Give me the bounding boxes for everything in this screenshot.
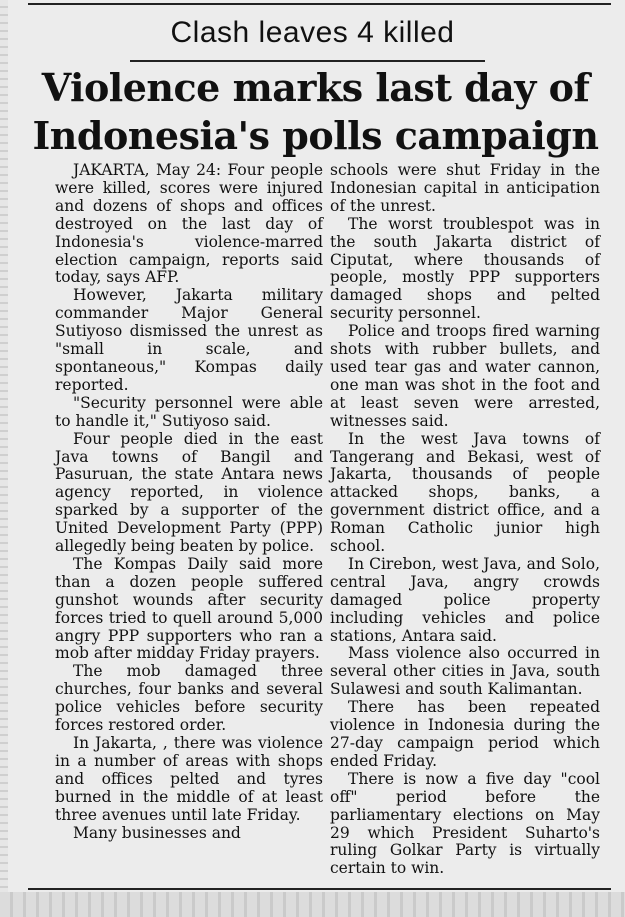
paragraph: The worst troublespot was in the south Jakarta district of Ciputat, where thousands of people, mostly PPP supporters damaged shops and pelted security personnel.: [330, 214, 600, 323]
left-column: [55, 162, 323, 842]
paragraph: There is now a five day "cool off" period before the parliamentary elections on May 29 which President Suharto's ruling Golkar Party is virtually certain to win.: [330, 769, 600, 878]
paragraph: Mass violence also occurred in several other cities in Java, south Sulawesi and south Kalimantan.: [330, 644, 600, 699]
kicker-headline: Clash leaves 4 killed: [170, 16, 455, 49]
right-column: [330, 162, 600, 878]
main-headline: [20, 64, 611, 160]
paragraph: Police and troops fired warning shots with rubber bullets, and used tear gas and water cannon, one man was shot in the foot and at least seven were arrested, witnesses said.: [330, 322, 600, 430]
top-rule: [28, 3, 611, 5]
paragraph: The Kompas Daily said more than a dozen people suffered gunshot wounds after security forces tried to quell around 5,000 angry PPP supporters who ran a mob after midday Friday prayers.: [55, 554, 323, 663]
paragraph: In Cirebon, west Java, and Solo, central Java, angry crowds damaged police property including vehicles and police stations, Antara said.: [330, 554, 600, 645]
headline-line-2: Indonesia's polls campaign: [32, 113, 599, 158]
paragraph: Four people died in the east Java towns of Bangil and Pasuruan, the state Antara news agency reported, in violence sparked by a supporter of the United Development Party (PPP) allegedly being beaten by police.: [55, 429, 323, 556]
paragraph: In Jakarta, , there was violence in a number of areas with shops and offices pelted and tyres burned in the middle of at least three avenues until late Friday.: [55, 734, 323, 824]
paragraph: However, Jakarta military commander Major General Sutiyoso dismissed the unrest as "small in scale, and spontaneous," Kompas daily reported.: [55, 286, 323, 394]
paragraph: The mob damaged three churches, four banks and several police vehicles before security forces restored order.: [55, 662, 323, 735]
paragraph: In the west Java towns of Tangerang and Bekasi, west of Jakarta, thousands of people attacked shops, banks, a government district office, and a Roman Catholic junior high school.: [330, 429, 600, 556]
page-edge: [0, 0, 8, 917]
bottom-rule: [28, 888, 611, 890]
headline-line-1: Violence marks last day of: [41, 65, 590, 110]
paragraph: Many businesses and: [73, 823, 241, 842]
page-bottom-edge: [0, 892, 625, 917]
paragraph: JAKARTA, May 24: Four people were killed, scores were injured and dozens of shops and offices destroyed on the last day of Indonesia's violence-marred election campaign, reports said today, says AFP.: [55, 161, 323, 287]
kicker-rule: [130, 60, 485, 62]
paragraph: schools were shut Friday in the Indonesian capital in anticipation of the unrest.: [330, 161, 600, 215]
paragraph: "Security personnel were able to handle it," Sutiyoso said.: [55, 393, 323, 430]
paragraph: There has been repeated violence in Indonesia during the 27-day campaign period which ended Friday.: [330, 698, 600, 770]
